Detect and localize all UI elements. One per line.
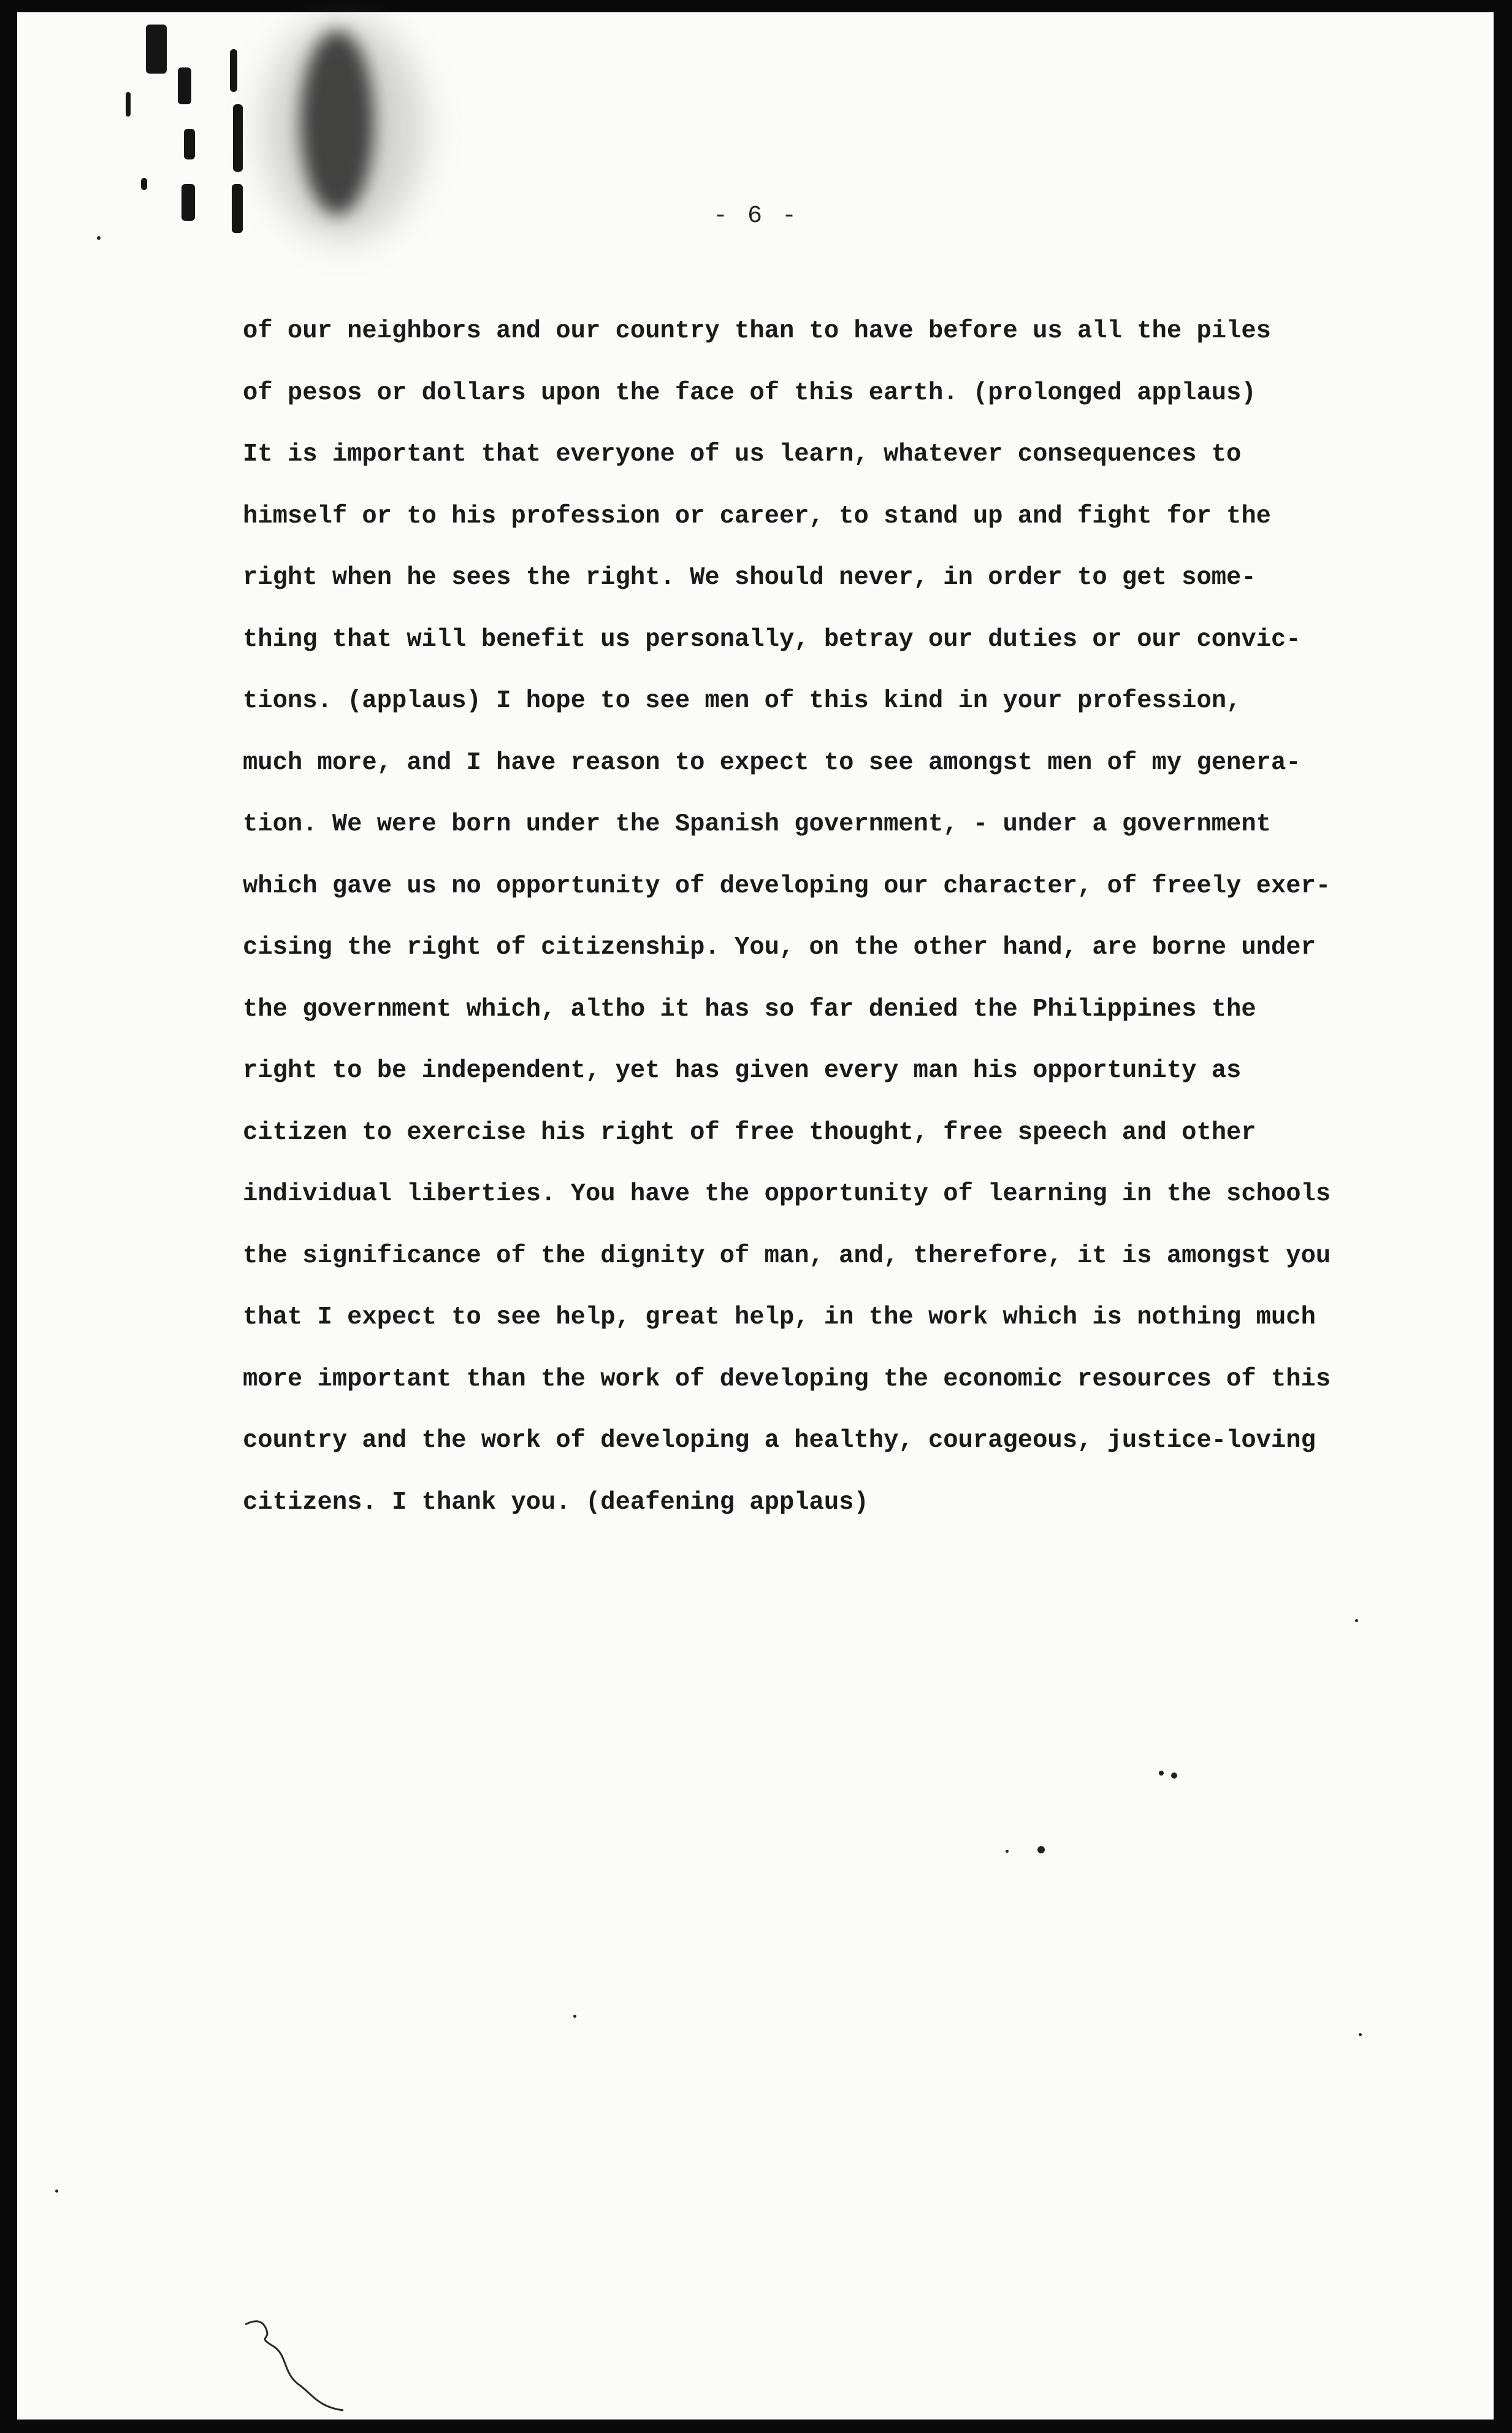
text-line: cising the right of citizenship. You, on the other hand, are borne under [243,933,1316,962]
text-line: himself or to his profession or career, to stand up and fight for the [243,502,1271,531]
speck [573,2015,576,2018]
ink-smudge [300,31,374,215]
text-line: It is important that everyone of us learn, whatever consequences to [243,440,1242,469]
binder-mark [146,25,167,74]
text-line: much more, and I have reason to expect to see amongst men of my genera- [243,748,1301,777]
text-line: tion. We were born under the Spanish government, - under a government [243,810,1271,838]
pen-scribble [245,2318,356,2416]
text-line: thing that will benefit us personally, betray our duties or our convic- [243,625,1301,654]
speck [55,2190,58,2193]
binder-mark [178,67,191,104]
speck [1159,1771,1164,1776]
text-line: individual liberties. You have the opportunity of learning in the schools [243,1180,1331,1208]
text-line: more important than the work of developing the economic resources of this [243,1365,1331,1393]
text-line: citizen to exercise his right of free thought, free speech and other [243,1118,1256,1147]
text-line: right to be independent, yet has given every man his opportunity as [243,1057,1242,1085]
binder-mark [126,92,131,117]
text-line: the significance of the dignity of man, and, therefore, it is amongst you [243,1241,1331,1270]
text-line: of our neighbors and our country than to have before us all the piles [243,317,1271,345]
text-line: tions. (applaus) I hope to see men of this kind in your profession, [243,687,1242,715]
binder-mark [184,129,195,159]
text-line: country and the work of developing a healthy, courageous, justice-loving [243,1427,1316,1455]
binder-mark [141,178,147,190]
speech-text [243,301,1408,1533]
text-line: of pesos or dollars upon the face of this earth. (prolonged applaus) [243,378,1256,407]
speck [1171,1772,1177,1779]
binder-mark [233,104,243,172]
page-number: - 6 - [712,202,800,230]
binder-mark [230,49,237,92]
text-line: right when he sees the right. We should never, in order to get some- [243,564,1256,592]
speck [97,236,101,240]
speck [1359,2033,1362,2036]
text-line: that I expect to see help, great help, in the work which is nothing much [243,1303,1316,1331]
text-line: which gave us no opportunity of developing our character, of freely exer- [243,872,1331,900]
speck [1006,1850,1009,1853]
text-line: citizens. I thank you. (deafening applaus) [243,1488,869,1517]
speck [1355,1619,1358,1622]
speck [1037,1846,1045,1853]
text-line: the government which, altho it has so far denied the Philippines the [243,995,1256,1024]
